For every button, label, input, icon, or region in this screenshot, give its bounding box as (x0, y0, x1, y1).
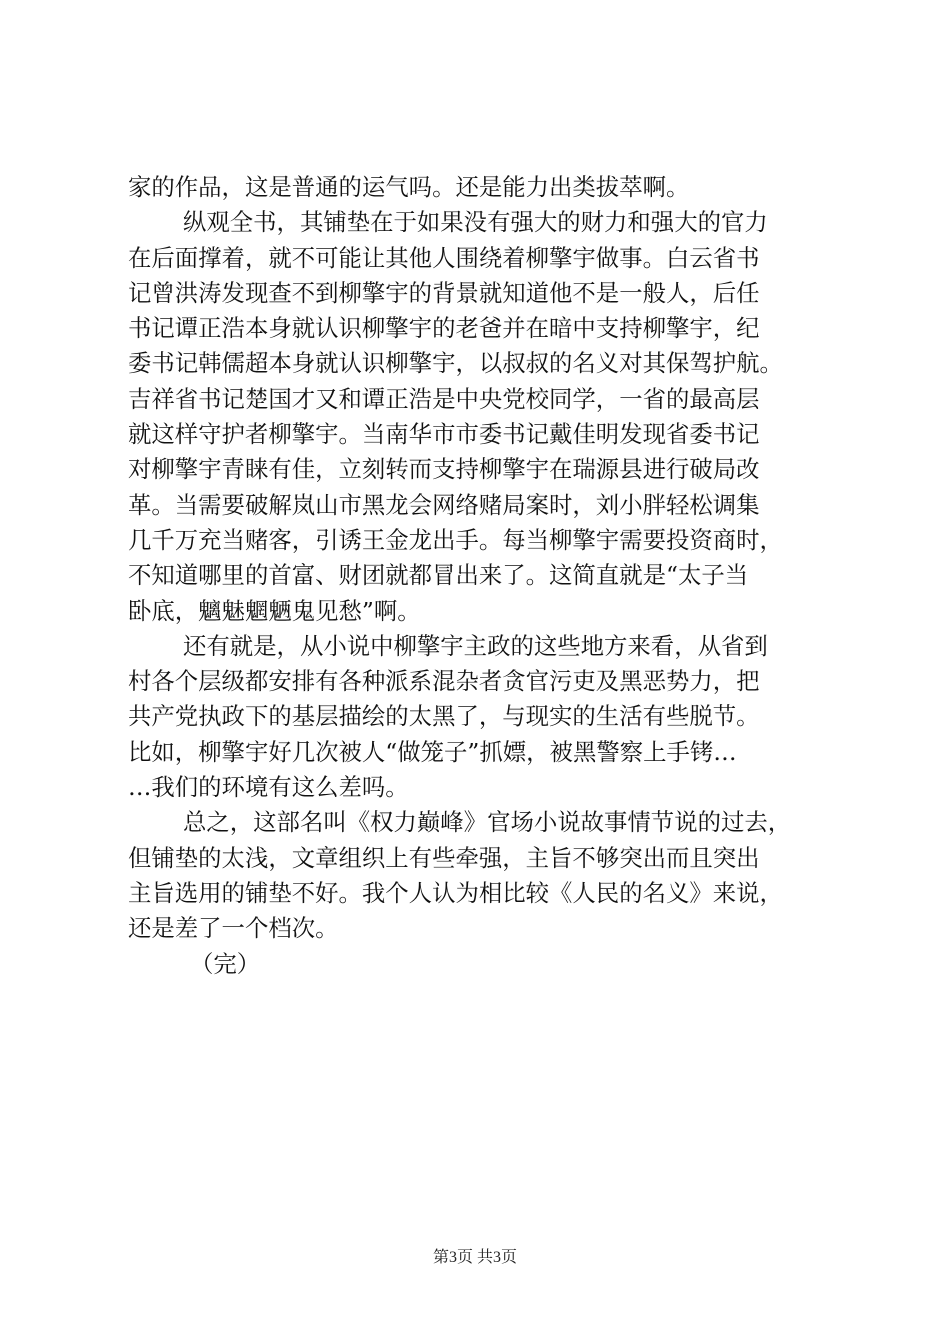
paragraph-start: 还有就是，从小说中柳擎宇主政的这些地方来看，从省到 (183, 631, 768, 660)
text-line: 村各个层级都安排有各种派系混杂者贪官污吏及黑恶势力，把 (128, 667, 760, 696)
text-line: 就这样守护者柳擎宇。当南华市市委书记戴佳明发现省委书记 (128, 420, 760, 449)
text-line: 委书记韩儒超本身就认识柳擎宇，以叔叔的名义对其保驾护航。 (128, 349, 783, 378)
text-line: 主旨选用的铺垫不好。我个人认为相比较《人民的名义》来说， (128, 878, 783, 907)
text-line: 共产党执政下的基层描绘的太黑了，与现实的生活有些脱节。 (128, 702, 760, 731)
text-line: 卧底，魑魅魍魉鬼见愁”啊。 (128, 596, 421, 625)
text-line: 对柳擎宇青睐有佳，立刻转而支持柳擎宇在瑞源县进行破局改 (128, 455, 760, 484)
text-line: 家的作品，这是普通的运气吗。还是能力出类拔萃啊。 (128, 173, 690, 201)
paragraph-start: 总之，这部名叫《权力巅峰》官场小说故事情节说的过去， (183, 808, 792, 837)
text-line: 不知道哪里的首富、财团就都冒出来了。这简直就是“太子当 (128, 561, 749, 590)
paragraph-start: 纵观全书，其铺垫在于如果没有强大的财力和强大的官力 (183, 208, 768, 237)
text-line: 记曾洪涛发现查不到柳擎宇的背景就知道他不是一般人，后任 (128, 278, 760, 307)
text-line: 革。当需要破解岚山市黑龙会网络赌局案时，刘小胖轻松调集 (128, 490, 760, 519)
text-line: 几千万充当赌客，引诱王金龙出手。每当柳擎宇需要投资商时， (128, 525, 783, 554)
text-line: 还是差了一个档次。 (128, 914, 339, 943)
text-line: 在后面撑着，就不可能让其他人围绕着柳擎宇做事。白云省书 (128, 243, 760, 272)
text-line: 书记谭正浩本身就认识柳擎宇的老爸并在暗中支持柳擎宇，纪 (128, 314, 760, 343)
page-number: 第3页 共3页 (432, 1249, 517, 1266)
text-line: 吉祥省书记楚国才又和谭正浩是中央党校同学，一省的最高层 (128, 384, 760, 413)
text-line: 比如，柳擎宇好几次被人“做笼子”抓嫖，被黑警察上手铐… (128, 737, 737, 766)
text-line: 但铺垫的太浅，文章组织上有些牵强，主旨不够突出而且突出 (128, 843, 760, 872)
end-mark: （完） (190, 949, 261, 978)
body-text (128, 170, 833, 982)
text-line: …我们的环境有这么差吗。 (128, 773, 409, 802)
